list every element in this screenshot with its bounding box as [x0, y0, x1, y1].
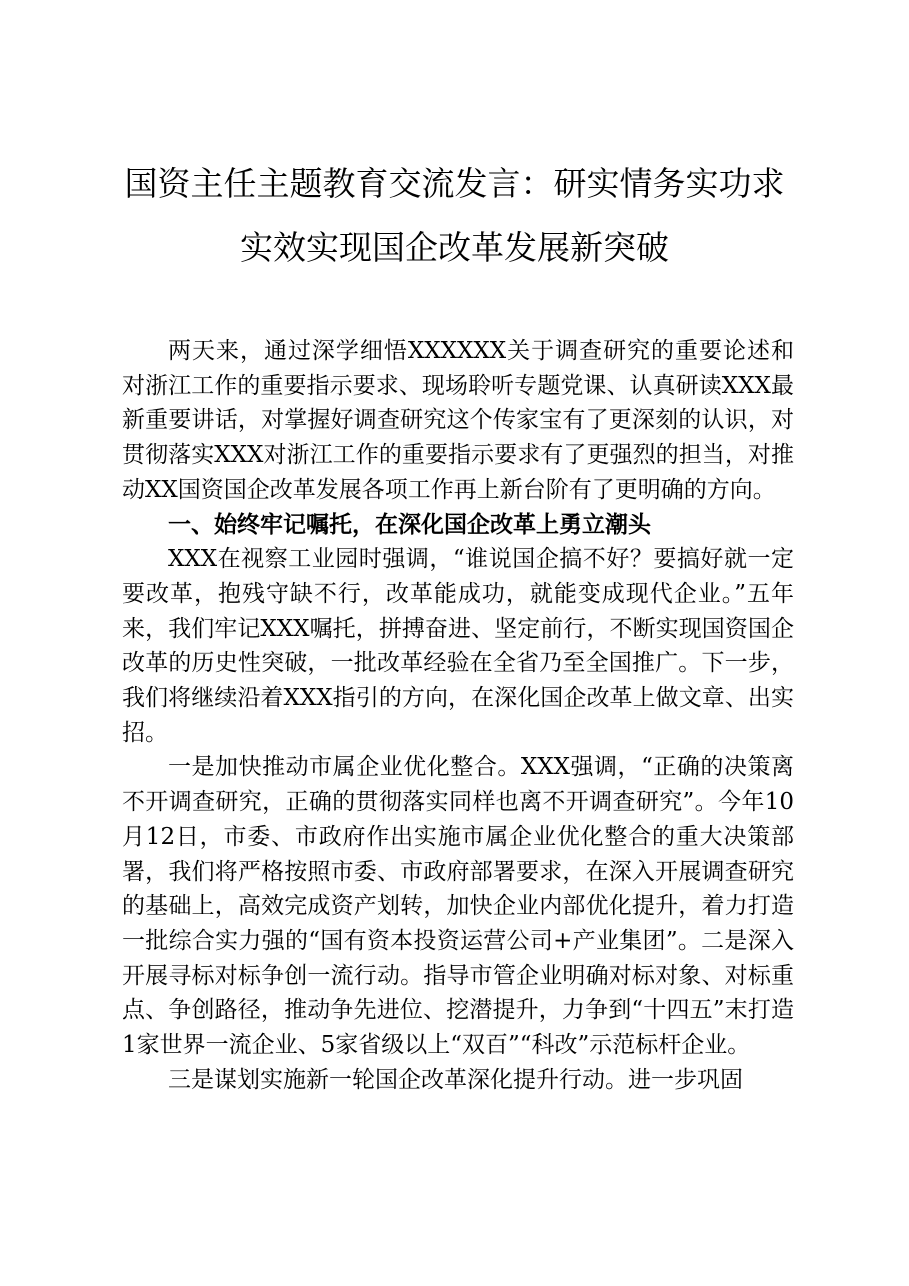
section-heading-1: 一、始终牢记嘱托，在深化国企改革上勇立潮头	[168, 511, 651, 538]
paragraph-measure-3: 三是谋划实施新一轮国企改革深化提升行动。进一步巩固	[168, 1066, 743, 1093]
title-line-1: 国资主任主题教育交流发言：研实情务实功求	[124, 164, 785, 203]
paragraph-intro: 两天来，通过深学细悟XXXXXX关于调查研究的重要论述和对浙江工作的重要指示要求、现场聆听专题党课、认真研读XXX最新重要讲话，对掌握好调查研究这个传家宝有了更深刻的认识，对贯彻落实XXX对浙江工作的重要指示要求有了更强烈的担当，对推动XX国资国企改革发展各项工作再上新台阶有了更明确的方向。	[122, 338, 794, 503]
paragraph-measures-1-2: 一是加快推动市属企业优化整合。XXX强调，“正确的决策离不开调查研究，正确的贯彻落实同样也离不开调查研究”。今年10月12日，市委、市政府作出实施市属企业优化整合的重大决策部署，我们将严格按照市委、市政府部署要求，在深入开展调查研究的基础上，高效完成资产划转，加快企业内部优化提升，着力打造一批综合实力强的“国有资本投资运营公司+产业集团”。二是深入开展寻标对标争创一流行动。指导市管企业明确对标对象、对标重点、争创路径，推动争先进位、挖潜提升，力争到“十四五”末打造1家世界一流企业、5家省级以上“双百”“科改”示范标杆企业。	[122, 754, 794, 1059]
title-line-2: 实效实现国企改革发展新突破	[240, 228, 669, 267]
paragraph-section-1-intro: XXX在视察工业园时强调，“谁说国企搞不好？要搞好就一定要改革，抱残守缺不行，改革能成功，就能变成现代企业。”五年来，我们牢记XXX嘱托，拼搏奋进、坚定前行，不断实现国资国企改革的历史性突破，一批改革经验在全省乃至全国推广。下一步，我们将继续沿着XXX指引的方向，在深化国企改革上做文章、出实招。	[122, 546, 794, 746]
document-title	[100, 152, 809, 280]
document-body	[122, 334, 794, 1097]
